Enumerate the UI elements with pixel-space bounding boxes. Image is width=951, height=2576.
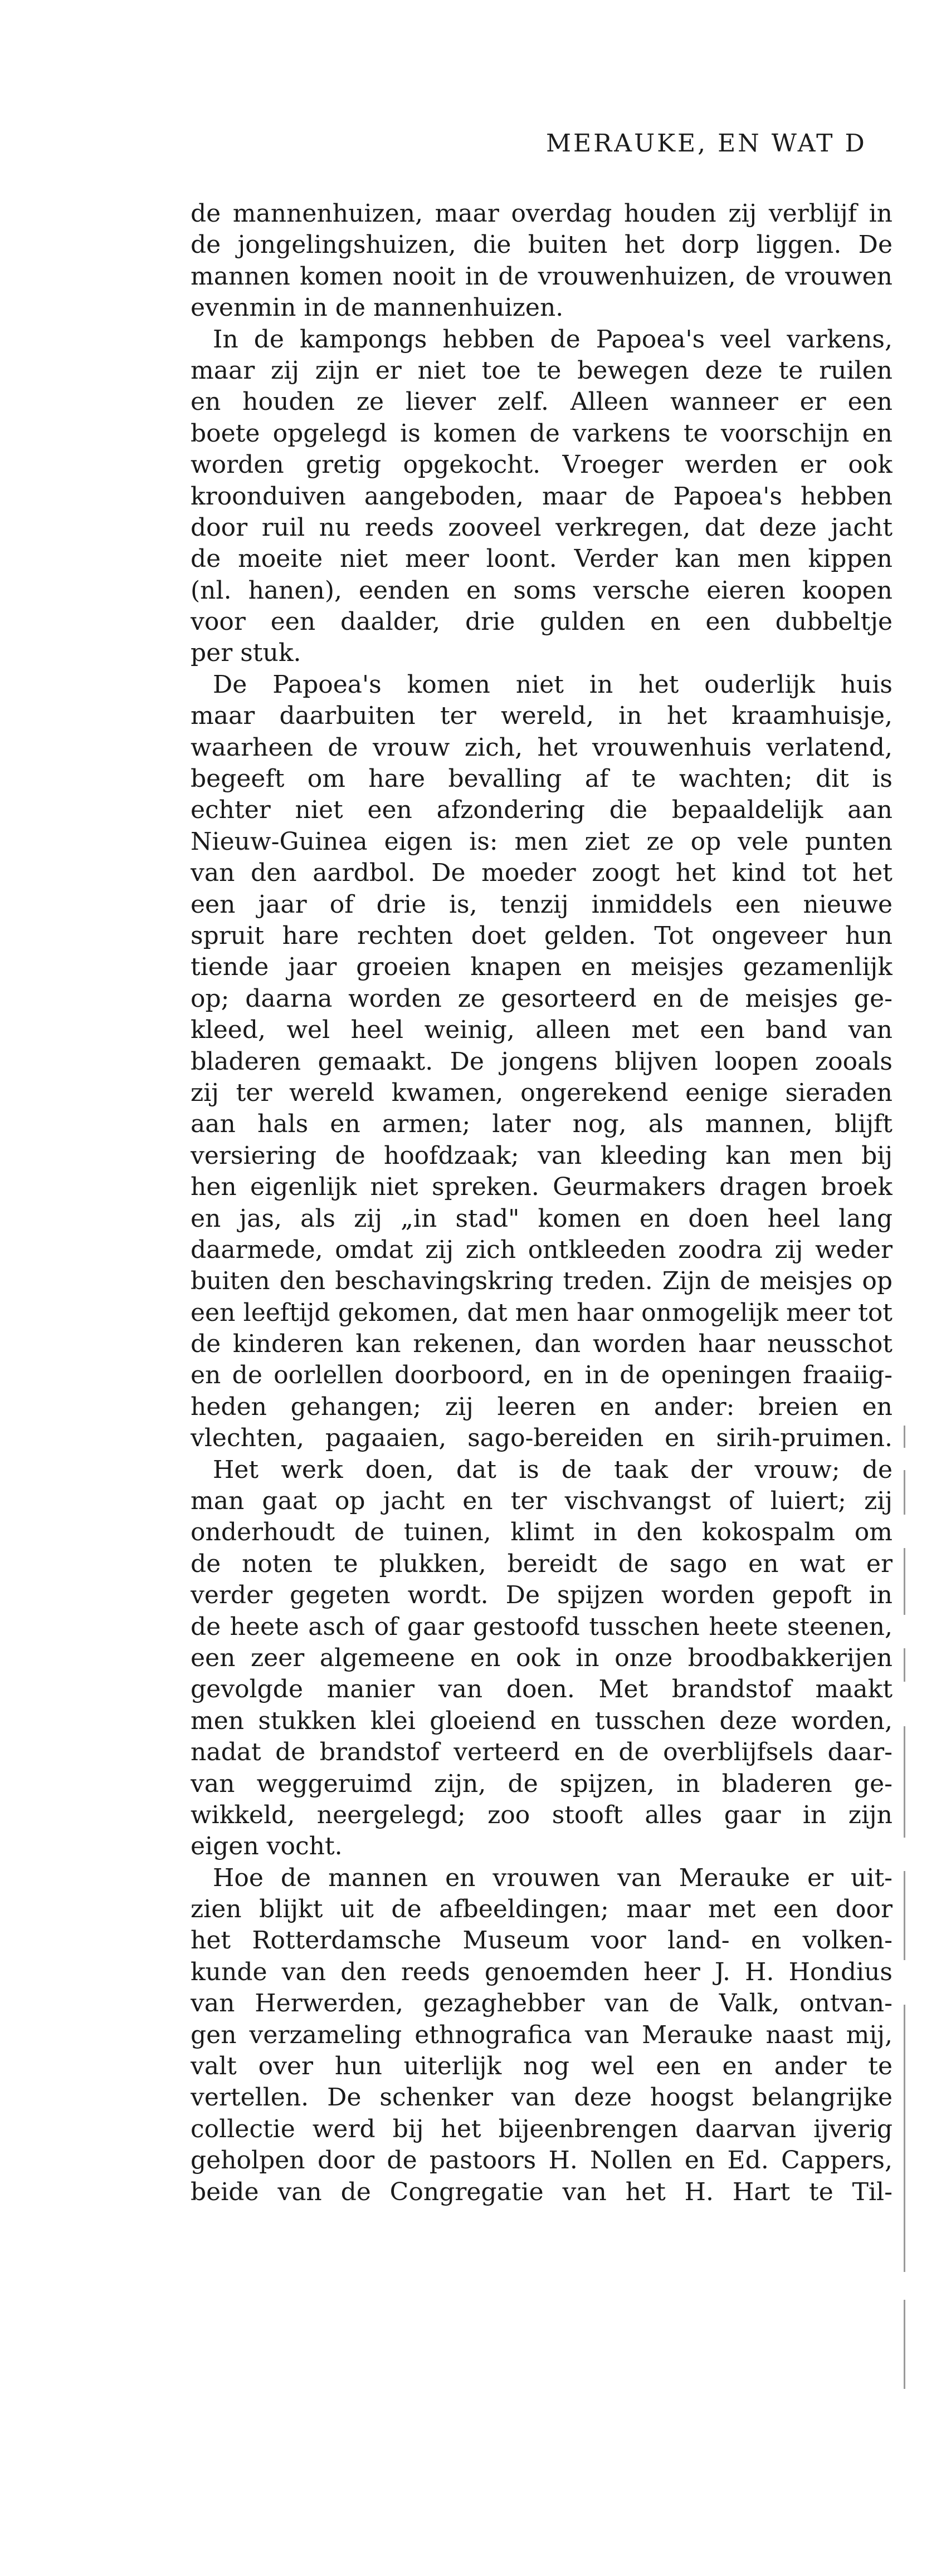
text-line: de moeite niet meer loont. Verder kan men kippen	[191, 545, 893, 574]
text-line: aan hals en armen; later nog, als mannen, blijft	[191, 1110, 893, 1139]
text-line: gevolgde manier van doen. Met brandstof maakt	[191, 1675, 893, 1704]
text-line: en de oorlellen doorboord, en in de openingen fraaiig-	[191, 1361, 893, 1390]
text-line: waarheen de vrouw zich, het vrouwenhuis verlatend,	[191, 733, 893, 762]
text-line: het Rotterdamsche Museum voor land- en volken-	[191, 1926, 893, 1955]
text-line: In de kampongs hebben de Papoea's veel varkens,	[213, 325, 893, 354]
paragraph-1	[191, 198, 893, 324]
text-line: kroonduiven aangeboden, maar de Papoea's hebben	[191, 482, 893, 511]
text-line: zij ter wereld kwamen, ongerekend eenige sieraden	[191, 1078, 893, 1107]
text-line: en houden ze liever zelf. Alleen wanneer er een	[191, 388, 893, 417]
text-line: bladeren gemaakt. De jongens blijven loopen zooals	[191, 1047, 893, 1076]
text-line: de noten te plukken, bereidt de sago en wat er	[191, 1549, 893, 1578]
text-line: zien blijkt uit de afbeeldingen; maar met een door	[191, 1895, 893, 1924]
body-text	[191, 198, 893, 2208]
text-line: versiering de hoofdzaak; van kleeding kan men bij	[191, 1141, 893, 1170]
text-line: Hoe de mannen en vrouwen van Merauke er uit-	[213, 1863, 893, 1892]
text-line: vertellen. De schenker van deze hoogst belangrijke	[191, 2083, 893, 2112]
text-line: buiten den beschavingskring treden. Zijn de meisjes op	[191, 1267, 893, 1296]
text-line: van weggeruimd zijn, de spijzen, in bladeren ge-	[191, 1769, 893, 1798]
text-line: de heete asch of gaar gestoofd tusschen heete steenen,	[191, 1612, 893, 1641]
text-line: nadat de brandstof verteerd en de overblijfsels daar-	[191, 1738, 893, 1767]
text-line: beide van de Congregatie van het H. Hart te Til-	[191, 2177, 893, 2206]
text-line: kunde van den reeds genoemden heer J. H. Hondius	[191, 1957, 893, 1986]
text-line: eigen vocht.	[191, 1832, 343, 1861]
text-line: een jaar of drie is, tenzij inmiddels een nieuwe	[191, 890, 893, 919]
text-line: vlechten, pagaaien, sago-bereiden en sirih-pruimen.	[191, 1424, 893, 1453]
text-line: de jongelingshuizen, die buiten het dorp liggen. De	[191, 231, 893, 259]
text-line: hen eigenlijk niet spreken. Geurmakers dragen broek	[191, 1173, 893, 1202]
text-line: een zeer algemeene en ook in onze broodbakkerijen	[191, 1643, 893, 1672]
text-line: tiende jaar groeien knapen en meisjes gezamenlijk	[191, 953, 893, 982]
text-line: maar zij zijn er niet toe te bewegen deze te ruilen	[191, 356, 893, 385]
paragraph-5	[191, 1863, 893, 2208]
text-line: (nl. hanen), eenden en soms versche eieren koopen	[191, 576, 893, 605]
text-line: wikkeld, neergelegd; zoo stooft alles gaar in zijn	[191, 1800, 893, 1829]
text-line: een leeftijd gekomen, dat men haar onmogelijk meer tot	[191, 1298, 893, 1327]
running-head: MERAUKE, EN WAT D	[546, 129, 867, 158]
text-line: man gaat op jacht en ter vischvangst of luiert; zij	[191, 1487, 893, 1516]
text-line: heden gehangen; zij leeren en ander: breien en	[191, 1392, 893, 1421]
binding-edge-mark	[904, 2005, 905, 2272]
text-line: mannen komen nooit in de vrouwenhuizen, de vrouwen	[191, 262, 893, 291]
text-line: op; daarna worden ze gesorteerd en de meisjes ge-	[191, 984, 893, 1013]
text-line: echter niet een afzondering die bepaaldelijk aan	[191, 796, 893, 825]
paragraph-4	[191, 1454, 893, 1863]
text-line: de kinderen kan rekenen, dan worden haar neusschot	[191, 1330, 893, 1359]
text-line: maar daarbuiten ter wereld, in het kraamhuisje,	[191, 702, 893, 731]
text-line: en jas, als zij „in stad" komen en doen heel lang	[191, 1204, 893, 1233]
text-line: collectie werd bij het bijeenbrengen daarvan ijverig	[191, 2114, 893, 2143]
text-line: men stukken klei gloeiend en tusschen deze worden,	[191, 1706, 893, 1735]
binding-edge-mark	[904, 1871, 905, 1960]
binding-edge-mark	[904, 1470, 905, 1515]
paragraph-3	[191, 669, 893, 1454]
binding-edge-mark	[904, 1648, 905, 1682]
text-line: Het werk doen, dat is de taak der vrouw; de	[213, 1455, 893, 1484]
text-line: van den aardbol. De moeder zoogt het kind tot het	[191, 859, 893, 888]
text-line: De Papoea's komen niet in het ouderlijk huis	[213, 670, 893, 699]
text-line: evenmin in de mannenhuizen.	[191, 293, 564, 322]
text-line: daarmede, omdat zij zich ontkleeden zoodra zij weder	[191, 1235, 893, 1264]
text-line: gen verzameling ethnografica van Merauke naast mij,	[191, 2020, 893, 2049]
text-line: per stuk.	[191, 639, 301, 668]
text-line: voor een daalder, drie gulden en een dubbeltje	[191, 608, 893, 636]
text-line: kleed, wel heel weinig, alleen met een band van	[191, 1016, 893, 1045]
text-line: door ruil nu reeds zooveel verkregen, dat deze jacht	[191, 513, 893, 542]
text-line: van Herwerden, gezaghebber van de Valk, ontvan-	[191, 1989, 893, 2018]
text-line: de mannenhuizen, maar overdag houden zij verblijf in	[191, 199, 893, 228]
binding-edge-mark	[904, 1426, 905, 1448]
text-line: onderhoudt de tuinen, klimt in den kokospalm om	[191, 1518, 893, 1547]
text-line: verder gegeten wordt. De spijzen worden gepoft in	[191, 1581, 893, 1610]
binding-edge-mark	[904, 1548, 905, 1615]
text-line: worden gretig opgekocht. Vroeger werden er ook	[191, 450, 893, 479]
text-line: geholpen door de pastoors H. Nollen en Ed. Cappers,	[191, 2146, 893, 2175]
text-line: boete opgelegd is komen de varkens te voorschijn en	[191, 419, 893, 448]
text-line: Nieuw-Guinea eigen is: men ziet ze op vele punten	[191, 827, 893, 856]
text-line: spruit hare rechten doet gelden. Tot ongeveer hun	[191, 921, 893, 950]
text-line: begeeft om hare bevalling af te wachten; dit is	[191, 765, 893, 794]
binding-edge-mark	[904, 2300, 905, 2389]
text-line: valt over hun uiterlijk nog wel een en ander te	[191, 2052, 893, 2081]
binding-edge-mark	[904, 1726, 905, 1838]
paragraph-2	[191, 324, 893, 669]
